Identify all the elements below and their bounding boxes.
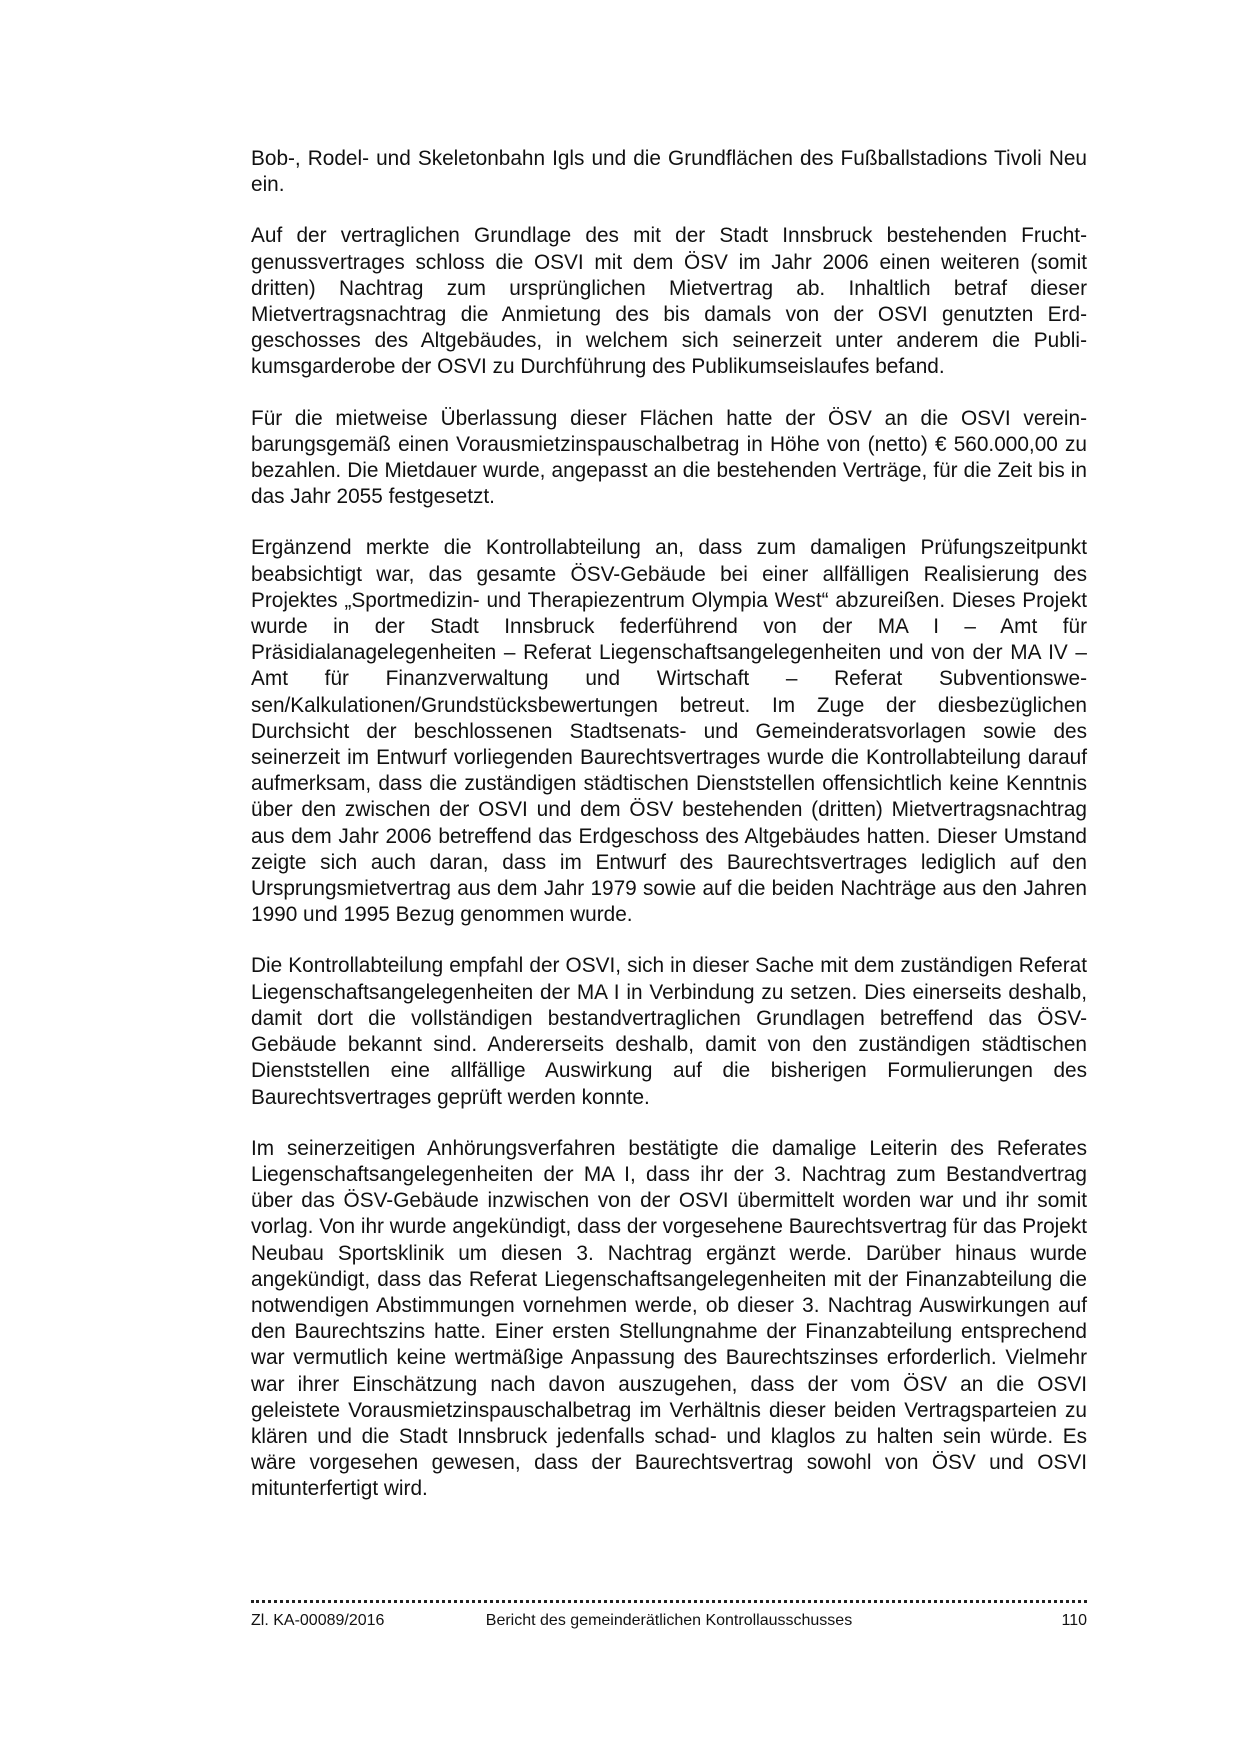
footer-report-title: Bericht des gemeinderätlichen Kontrollausschusses <box>485 1612 853 1629</box>
paragraph-2: Auf der vertraglichen Grundlage des mit der Stadt Innsbruck bestehenden Fruchtgenussvertrages schloss die OSVI mit dem ÖSV im Jahr 2006 einen weiteren (somit dritten) Nachtrag zum ursprünglichen Mietvertrag ab. Inhaltlich betraf dieser Mietvertragsnachtrag die Anmietung des bis damals von der OSVI genutzten Erdgeschosses des Altgebäudes, in welchem sich seinerzeit unter anderem die Publikumsgarderobe der OSVI zu Durchführung des Publikumseislaufes befand. <box>251 224 1087 379</box>
footer-reference-number: Zl. KA-00089/2016 <box>251 1612 385 1629</box>
paragraph-1: Bob-, Rodel- und Skeletonbahn Igls und die Grundflächen des Fußballstadions Tivoli Neu ein. <box>251 147 1087 197</box>
footer-page-number: 110 <box>1061 1612 1087 1629</box>
paragraph-6: Im seinerzeitigen Anhörungsverfahren bestätigte die damalige Leiterin des Referates Liegenschaftsangelegenheiten der MA I, dass ihr der 3. Nachtrag zum Bestandvertrag über das ÖSV-Gebäude inzwischen von der OSVI übermittelt worden war und ihr somit vorlag. Von ihr wurde angekündigt, dass der vorgesehene Baurechtsvertrag für das Projekt Neubau Sportsklinik um diesen 3. Nachtrag ergänzt werde. Darüber hinaus wurde angekündigt, dass das Referat Liegenschaftsangelegenheiten mit der Finanzabteilung die notwendigen Abstimmungen vornehmen werde, ob dieser 3. Nachtrag Auswirkungen auf den Baurechtszins hatte. Einer ersten Stellungnahme der Finanzabteilung entsprechend war vermutlich keine wertmäßige Anpassung des Baurechtszinses erforderlich. Vielmehr war ihrer Einschätzung nach davon auszugehen, dass der vom ÖSV an die OSVI geleistete Vorausmietzinspauschalbetrag im Verhältnis dieser beiden Vertragsparteien zu klären und die Stadt Innsbruck jedenfalls schad- und klaglos zu halten sein würde. Es wäre vorgesehen gewesen, dass der Baurechtsvertrag sowohl von ÖSV und OSVI mitunterfertigt wird. <box>251 1136 1087 1501</box>
page-footer <box>251 1611 1087 1633</box>
paragraph-4: Ergänzend merkte die Kontrollabteilung an, dass zum damaligen Prüfungszeitpunkt beabsichtigt war, das gesamte ÖSV-Gebäude bei einer allfälligen Realisierung des Projektes „Sportmedizin- und Therapiezentrum Olympia West“ abzureißen. Dieses Projekt wurde in der Stadt Innsbruck federführend von der MA I – Amt für Präsidialanagelegenheiten – Referat Liegenschaftsangelegenheiten und von der MA IV – Amt für Finanzverwaltung und Wirtschaft – Referat Subventionswesen/Kalkulationen/Grundstücksbewertungen betreut. Im Zuge der diesbezüglichen Durchsicht der beschlossenen Stadtsenats- und Gemeinderatsvorlagen sowie des seinerzeit im Entwurf vorliegenden Baurechtsvertrages wurde die Kontrollabteilung darauf aufmerksam, dass die zuständigen städtischen Dienststellen offensichtlich keine Kenntnis über den zwischen der OSVI und dem ÖSV bestehenden (dritten) Mietvertragsnachtrag aus dem Jahr 2006 betreffend das Erdgeschoss des Altgebäudes hatten. Dieser Umstand zeigte sich auch daran, dass im Entwurf des Baurechtsvertrages lediglich auf den Ursprungsmietvertrag aus dem Jahr 1979 sowie auf die beiden Nachträge aus den Jahren 1990 und 1995 Bezug genommen wurde. <box>251 536 1087 927</box>
report-body <box>251 146 1087 1528</box>
footer-dotted-rule <box>251 1600 1087 1603</box>
paragraph-5: Die Kontrollabteilung empfahl der OSVI, sich in dieser Sache mit dem zuständigen Referat Liegenschaftsangelegenheiten der MA I in Verbindung zu setzen. Dies einerseits deshalb, damit dort die vollständigen bestandvertraglichen Grundlagen betreffend das ÖSV-Gebäude bekannt sind. Andererseits deshalb, damit von den zuständigen städtischen Dienststellen eine allfällige Auswirkung auf die bisherigen Formulierungen des Baurechtsvertrages geprüft werden konnte. <box>251 954 1087 1109</box>
paragraph-3: Für die mietweise Überlassung dieser Flächen hatte der ÖSV an die OSVI vereinbarungsgemäß einen Vorausmietzinspauschalbetrag in Höhe von (netto) € 560.000,00 zu bezahlen. Die Mietdauer wurde, angepasst an die bestehenden Verträge, für die Zeit bis in das Jahr 2055 festgesetzt. <box>251 406 1087 509</box>
